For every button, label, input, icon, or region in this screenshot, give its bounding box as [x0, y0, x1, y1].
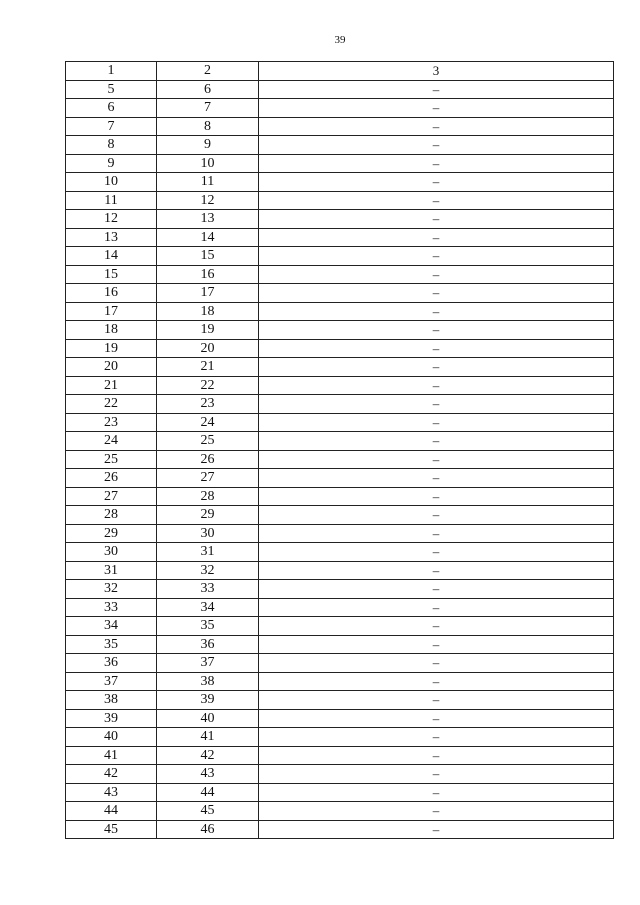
- table-cell-col-3: –: [259, 580, 614, 599]
- table-row: [66, 598, 614, 617]
- table-row: [66, 765, 614, 784]
- table-cell-col-2: 36: [157, 635, 259, 654]
- table-row: [66, 802, 614, 821]
- table-cell-col-2: 34: [157, 598, 259, 617]
- table-row: [66, 302, 614, 321]
- table-cell-col-3: –: [259, 321, 614, 340]
- table-cell-col-1: 45: [66, 820, 157, 839]
- table-row: [66, 80, 614, 99]
- table-cell-col-3: –: [259, 820, 614, 839]
- table-row: [66, 117, 614, 136]
- table-row: [66, 617, 614, 636]
- table-cell-col-3: –: [259, 709, 614, 728]
- table-cell-col-3: –: [259, 487, 614, 506]
- table-row: [66, 228, 614, 247]
- table-cell-col-3: –: [259, 802, 614, 821]
- table-row: [66, 191, 614, 210]
- table-cell-col-3: –: [259, 376, 614, 395]
- table-cell-col-1: 15: [66, 265, 157, 284]
- table-cell-col-3: –: [259, 302, 614, 321]
- table-cell-col-2: 30: [157, 524, 259, 543]
- table-cell-col-2: 14: [157, 228, 259, 247]
- table-row: [66, 487, 614, 506]
- table-cell-col-3: –: [259, 191, 614, 210]
- table-cell-col-1: 17: [66, 302, 157, 321]
- table-cell-col-3: –: [259, 117, 614, 136]
- table-cell-col-3: –: [259, 654, 614, 673]
- table-cell-col-3: –: [259, 469, 614, 488]
- table-cell-col-1: 5: [66, 80, 157, 99]
- table-cell-col-3: –: [259, 783, 614, 802]
- table-row: [66, 654, 614, 673]
- table-row: [66, 691, 614, 710]
- table-cell-col-3: –: [259, 228, 614, 247]
- table-cell-col-1: 34: [66, 617, 157, 636]
- table-cell-col-2: 16: [157, 265, 259, 284]
- table-cell-col-1: 32: [66, 580, 157, 599]
- table-row: [66, 136, 614, 155]
- table-cell-col-1: 38: [66, 691, 157, 710]
- table-cell-col-1: 20: [66, 358, 157, 377]
- table-cell-col-2: 22: [157, 376, 259, 395]
- table-cell-col-1: 25: [66, 450, 157, 469]
- table-cell-col-1: 37: [66, 672, 157, 691]
- table-cell-col-1: 19: [66, 339, 157, 358]
- table-row: [66, 173, 614, 192]
- table-cell-col-1: 22: [66, 395, 157, 414]
- table-row: [66, 395, 614, 414]
- table-cell-col-2: 35: [157, 617, 259, 636]
- column-header-2: 2: [157, 62, 259, 81]
- table-row: [66, 506, 614, 525]
- table-row: [66, 284, 614, 303]
- table-row: [66, 154, 614, 173]
- table-row: [66, 709, 614, 728]
- table-cell-col-2: 17: [157, 284, 259, 303]
- table-cell-col-1: 14: [66, 247, 157, 266]
- table-cell-col-1: 10: [66, 173, 157, 192]
- table-cell-col-2: 13: [157, 210, 259, 229]
- table-cell-col-3: –: [259, 617, 614, 636]
- table-row: [66, 413, 614, 432]
- table-cell-col-2: 10: [157, 154, 259, 173]
- table-cell-col-1: 44: [66, 802, 157, 821]
- table-cell-col-2: 6: [157, 80, 259, 99]
- table-row: [66, 339, 614, 358]
- page-number: 39: [334, 34, 346, 46]
- table-row: [66, 524, 614, 543]
- table-cell-col-1: 27: [66, 487, 157, 506]
- table-cell-col-1: 43: [66, 783, 157, 802]
- table-cell-col-2: 45: [157, 802, 259, 821]
- table-cell-col-1: 23: [66, 413, 157, 432]
- table-row: [66, 210, 614, 229]
- table-header-row: [66, 62, 614, 81]
- table-cell-col-3: –: [259, 524, 614, 543]
- table-row: [66, 820, 614, 839]
- table-row: [66, 99, 614, 118]
- table-cell-col-2: 37: [157, 654, 259, 673]
- table-cell-col-3: –: [259, 358, 614, 377]
- table-cell-col-1: 21: [66, 376, 157, 395]
- table-cell-col-1: 40: [66, 728, 157, 747]
- table-cell-col-3: –: [259, 265, 614, 284]
- table-row: [66, 432, 614, 451]
- table-cell-col-2: 33: [157, 580, 259, 599]
- table-row: [66, 580, 614, 599]
- table-row: [66, 561, 614, 580]
- table-row: [66, 450, 614, 469]
- table-cell-col-3: –: [259, 339, 614, 358]
- table-cell-col-2: 41: [157, 728, 259, 747]
- table-cell-col-3: –: [259, 173, 614, 192]
- table-cell-col-1: 7: [66, 117, 157, 136]
- table-row: [66, 469, 614, 488]
- table-cell-col-3: –: [259, 413, 614, 432]
- table-cell-col-1: 29: [66, 524, 157, 543]
- table-cell-col-2: 27: [157, 469, 259, 488]
- table-cell-col-1: 42: [66, 765, 157, 784]
- table-row: [66, 746, 614, 765]
- table-cell-col-3: –: [259, 765, 614, 784]
- table-row: [66, 321, 614, 340]
- table-cell-col-2: 40: [157, 709, 259, 728]
- table-cell-col-2: 19: [157, 321, 259, 340]
- table-cell-col-2: 11: [157, 173, 259, 192]
- table-cell-col-3: –: [259, 672, 614, 691]
- table-cell-col-3: –: [259, 746, 614, 765]
- table-cell-col-3: –: [259, 635, 614, 654]
- table-row: [66, 672, 614, 691]
- table-cell-col-1: 12: [66, 210, 157, 229]
- table-cell-col-2: 21: [157, 358, 259, 377]
- table-cell-col-1: 31: [66, 561, 157, 580]
- table-cell-col-1: 30: [66, 543, 157, 562]
- table-cell-col-2: 46: [157, 820, 259, 839]
- table-cell-col-1: 18: [66, 321, 157, 340]
- table-cell-col-1: 16: [66, 284, 157, 303]
- table-row: [66, 265, 614, 284]
- table-cell-col-3: –: [259, 247, 614, 266]
- table-cell-col-2: 18: [157, 302, 259, 321]
- table-cell-col-2: 26: [157, 450, 259, 469]
- table-cell-col-2: 31: [157, 543, 259, 562]
- table-cell-col-2: 29: [157, 506, 259, 525]
- table-cell-col-3: –: [259, 543, 614, 562]
- table-row: [66, 635, 614, 654]
- table-cell-col-3: –: [259, 210, 614, 229]
- table-cell-col-3: –: [259, 284, 614, 303]
- table-cell-col-2: 39: [157, 691, 259, 710]
- table-cell-col-3: –: [259, 598, 614, 617]
- table-cell-col-1: 13: [66, 228, 157, 247]
- table-cell-col-2: 8: [157, 117, 259, 136]
- table-cell-col-3: –: [259, 561, 614, 580]
- table-cell-col-1: 24: [66, 432, 157, 451]
- table-cell-col-2: 28: [157, 487, 259, 506]
- table-cell-col-2: 23: [157, 395, 259, 414]
- table-cell-col-1: 8: [66, 136, 157, 155]
- table-cell-col-1: 39: [66, 709, 157, 728]
- table-cell-col-3: –: [259, 80, 614, 99]
- table-cell-col-1: 26: [66, 469, 157, 488]
- table-cell-col-1: 41: [66, 746, 157, 765]
- table-cell-col-3: –: [259, 506, 614, 525]
- table-row: [66, 783, 614, 802]
- table-cell-col-1: 11: [66, 191, 157, 210]
- column-header-3: 3: [259, 62, 614, 81]
- table-cell-col-2: 25: [157, 432, 259, 451]
- table-row: [66, 247, 614, 266]
- table-cell-col-3: –: [259, 136, 614, 155]
- table-cell-col-2: 32: [157, 561, 259, 580]
- table-cell-col-2: 44: [157, 783, 259, 802]
- table-cell-col-3: –: [259, 99, 614, 118]
- table-cell-col-2: 7: [157, 99, 259, 118]
- table-cell-col-2: 9: [157, 136, 259, 155]
- table-cell-col-3: –: [259, 728, 614, 747]
- data-table: [65, 61, 614, 839]
- table-row: [66, 358, 614, 377]
- table-cell-col-2: 15: [157, 247, 259, 266]
- column-header-1: 1: [66, 62, 157, 81]
- table-cell-col-2: 38: [157, 672, 259, 691]
- table-cell-col-1: 6: [66, 99, 157, 118]
- table-cell-col-2: 24: [157, 413, 259, 432]
- table-cell-col-3: –: [259, 432, 614, 451]
- table-cell-col-3: –: [259, 691, 614, 710]
- table-cell-col-3: –: [259, 450, 614, 469]
- table-cell-col-1: 33: [66, 598, 157, 617]
- table-cell-col-2: 42: [157, 746, 259, 765]
- table-row: [66, 543, 614, 562]
- table-cell-col-1: 28: [66, 506, 157, 525]
- table-cell-col-1: 9: [66, 154, 157, 173]
- table-cell-col-2: 12: [157, 191, 259, 210]
- table-cell-col-3: –: [259, 395, 614, 414]
- table-row: [66, 376, 614, 395]
- table-cell-col-1: 36: [66, 654, 157, 673]
- table-cell-col-1: 35: [66, 635, 157, 654]
- table-row: [66, 728, 614, 747]
- table-cell-col-2: 43: [157, 765, 259, 784]
- table-body: [66, 80, 614, 839]
- table-cell-col-3: –: [259, 154, 614, 173]
- table-cell-col-2: 20: [157, 339, 259, 358]
